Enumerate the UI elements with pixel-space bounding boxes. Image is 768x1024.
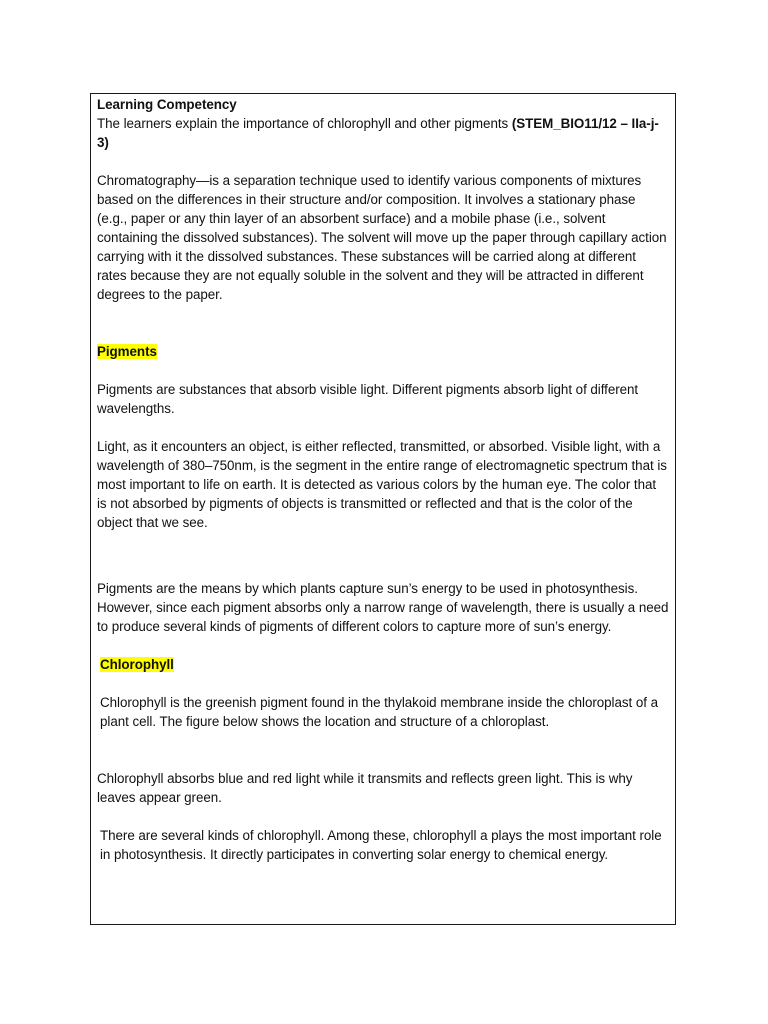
chlorophyll-paragraph-2: Chlorophyll absorbs blue and red light while it transmits and reflects green light. This is why leaves appear green. [97,771,633,805]
pigments-heading-line [97,342,669,361]
competency-heading: Learning Competency [97,97,237,112]
document-content [97,95,669,864]
document-box [90,93,676,925]
pigments-paragraph-3: Pigments are the means by which plants capture sun’s energy to be used in photosynthesis. However, since each pigment absorbs only a narrow range of wavelength, there is usually a need to produce several kinds of pigments of different colors to capture more of sun’s energy. [97,581,669,634]
pigments-paragraph-2: Light, as it encounters an object, is either reflected, transmitted, or absorbed. Visible light, with a wavelength of 380–750nm, is the segment in the entire range of electromagnetic spectrum that is most important to life on earth. It is detected as various colors by the human eye. The color that is not absorbed by pigments of objects is transmitted or reflected and that is the color of the object that we see. [97,439,667,530]
spacer [97,731,669,769]
competency-code: (STEM_BIO11/12 – IIa-j-3) [97,116,659,150]
spacer [97,807,669,826]
spacer [97,418,669,437]
spacer [97,674,669,693]
competency-text: The learners explain the importance of chlorophyll and other pigments [97,116,512,131]
chromatography-paragraph: Chromatography—is a separation technique used to identify various components of mixtures based on the differences in their structure and/or composition. It involves a stationary phase (e.g., paper or any thin layer of an absorbent surface) and a mobile phase (i.e., solvent containing the dissolved substances). The solvent will move up the paper through capillary action carrying with it the dissolved substances. These substances will be carried along at different rates because they are not equally soluble in the solvent and they will be attracted in different degrees to the paper. [97,173,667,302]
pigments-paragraph-1: Pigments are substances that absorb visible light. Different pigments absorb light of different wavelengths. [97,382,639,416]
spacer [97,361,669,380]
chlorophyll-heading: Chlorophyll [100,657,174,672]
spacer [97,636,669,655]
chlorophyll-heading-line [97,655,669,674]
competency-statement [97,114,669,152]
spacer [97,304,669,342]
chlorophyll-paragraph-3: There are several kinds of chlorophyll. Among these, chlorophyll a plays the most important role in photosynthesis. It directly participates in converting solar energy to chemical energy. [100,828,662,862]
pigments-heading: Pigments [97,344,157,359]
chlorophyll-paragraph-1: Chlorophyll is the greenish pigment found in the thylakoid membrane inside the chloroplast of a plant cell. The figure below shows the location and structure of a chloroplast. [100,695,658,729]
spacer [97,152,669,171]
spacer [97,532,669,579]
